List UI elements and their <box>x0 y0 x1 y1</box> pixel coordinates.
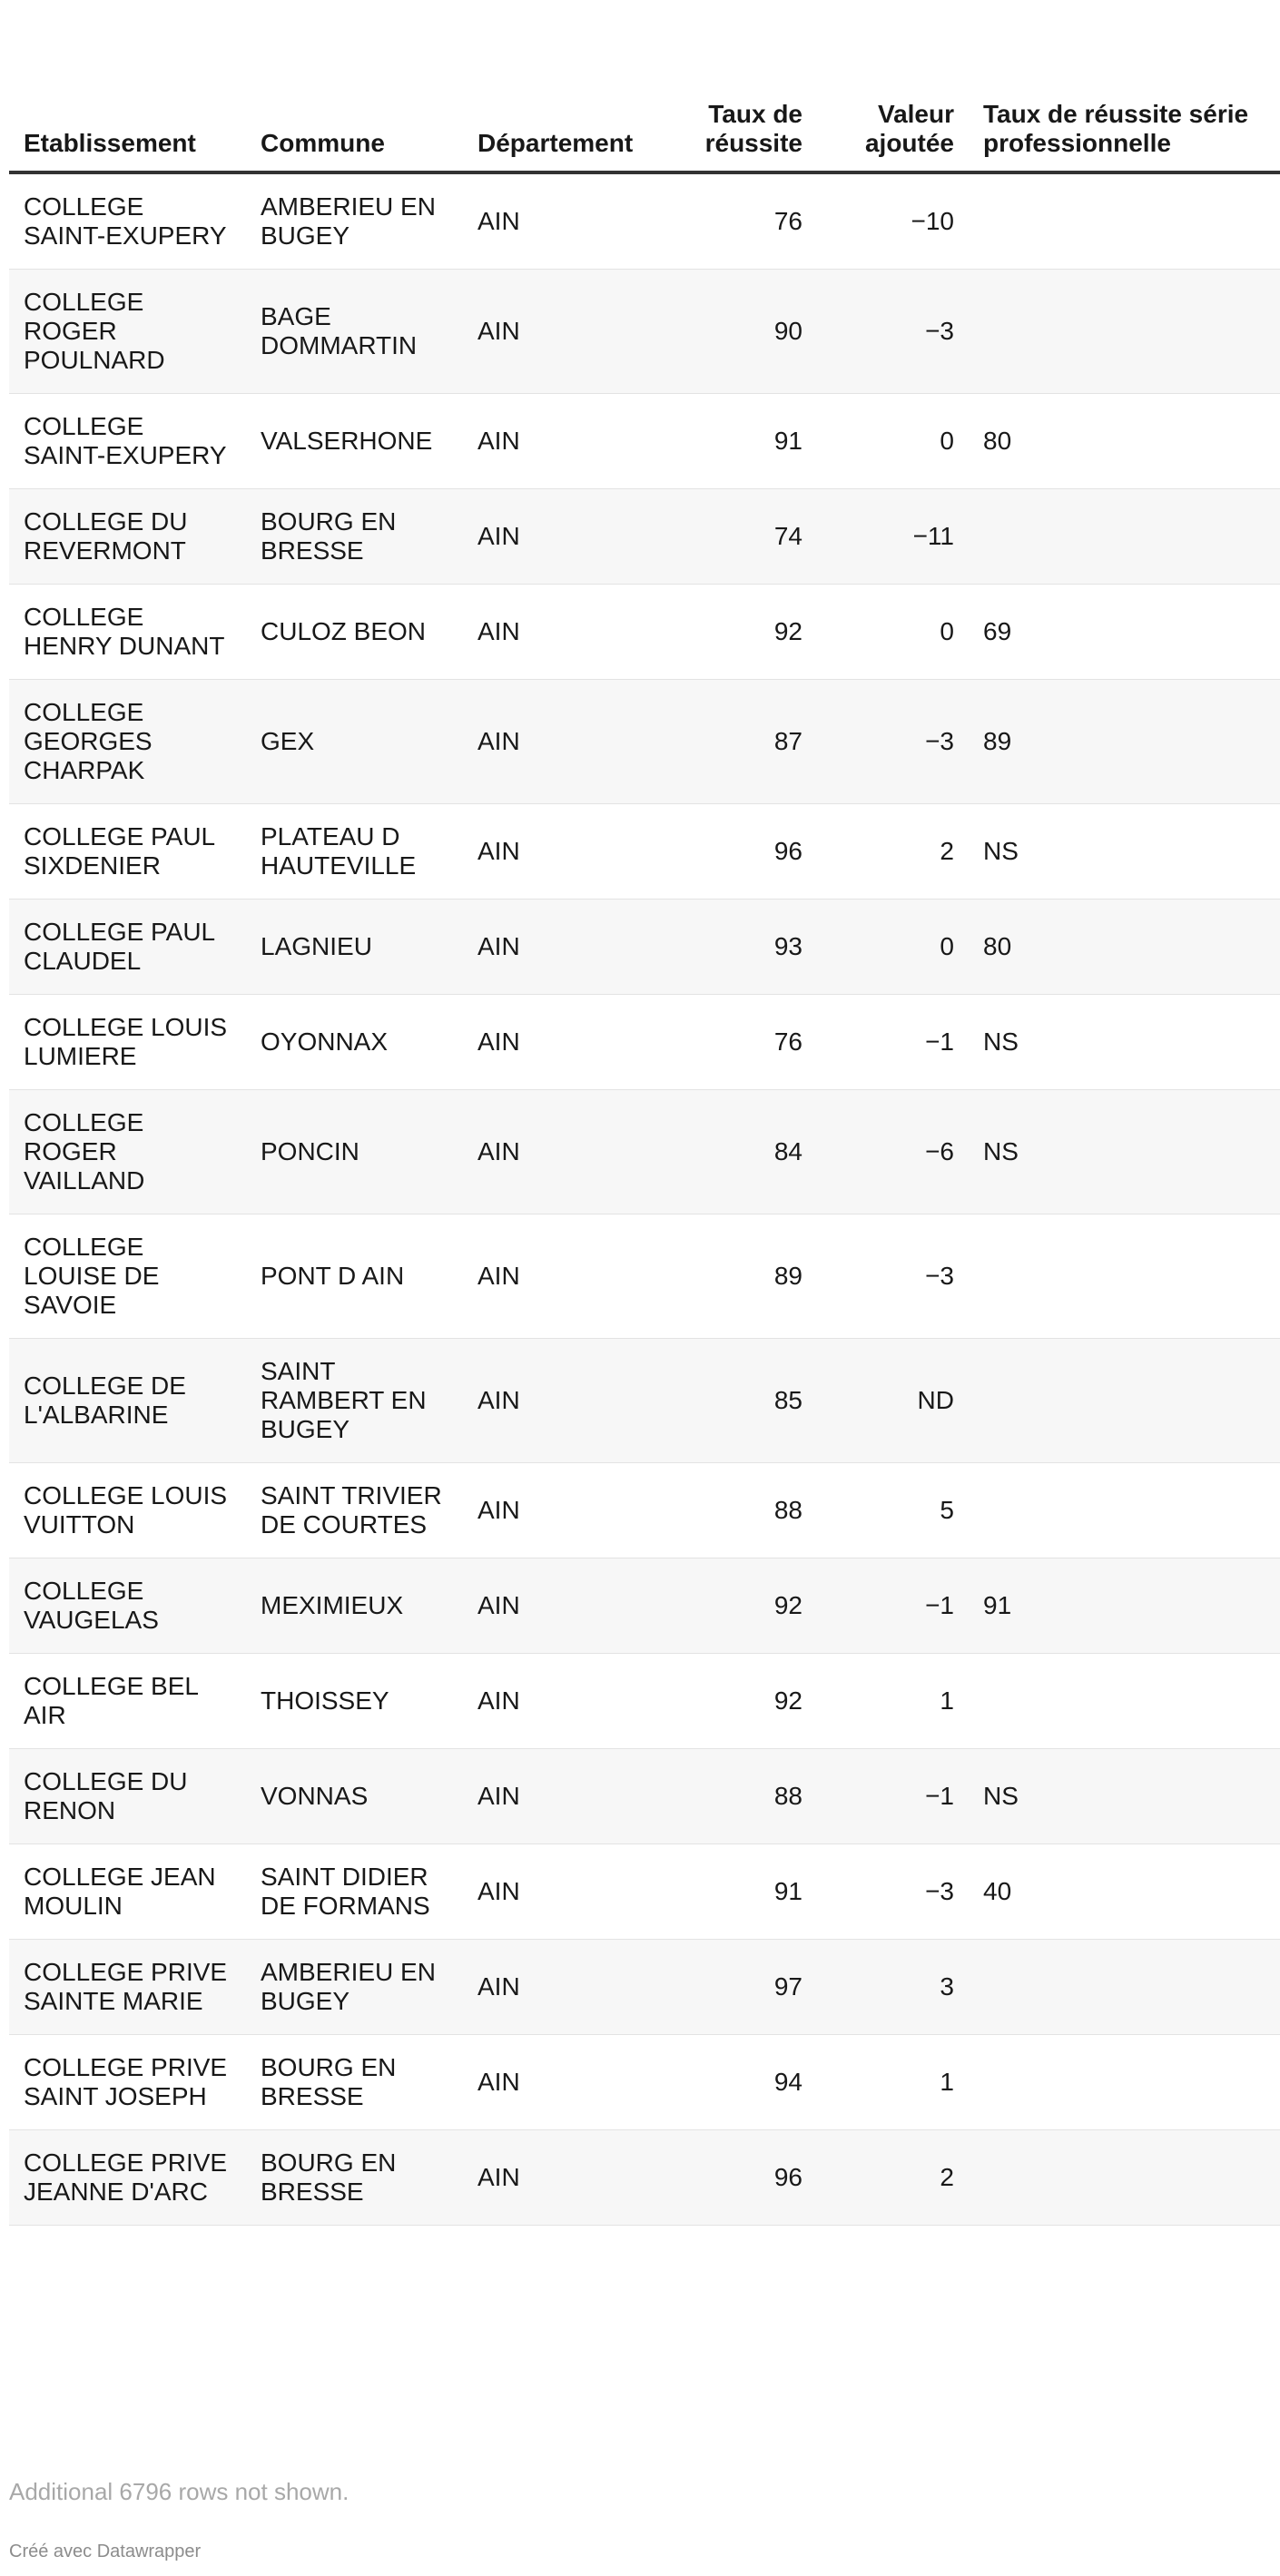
cell-taux-pro <box>969 270 1280 394</box>
cell-valeur-ajoutee: 1 <box>817 1654 969 1749</box>
cell-departement: AIN <box>463 585 673 680</box>
cell-valeur-ajoutee: −3 <box>817 270 969 394</box>
table-row <box>9 900 1280 995</box>
cell-departement: AIN <box>463 2130 673 2226</box>
cell-taux-pro: 80 <box>969 394 1280 489</box>
cell-taux-reussite: 94 <box>673 2035 817 2130</box>
cell-valeur-ajoutee: 2 <box>817 2130 969 2226</box>
cell-etablissement: COLLEGE PAUL CLAUDEL <box>9 900 246 995</box>
cell-taux-reussite: 74 <box>673 489 817 585</box>
cell-commune: BAGE DOMMARTIN <box>246 270 463 394</box>
cell-etablissement: COLLEGE SAINT-EXUPERY <box>9 172 246 270</box>
cell-valeur-ajoutee: −6 <box>817 1090 969 1214</box>
cell-taux-reussite: 92 <box>673 585 817 680</box>
cell-taux-reussite: 76 <box>673 172 817 270</box>
cell-commune: CULOZ BEON <box>246 585 463 680</box>
cell-taux-reussite: 91 <box>673 1844 817 1940</box>
cell-departement: AIN <box>463 804 673 900</box>
column-header-etablissement[interactable]: Etablissement <box>9 0 246 172</box>
cell-taux-reussite: 88 <box>673 1463 817 1558</box>
cell-departement: AIN <box>463 489 673 585</box>
cell-departement: AIN <box>463 1339 673 1463</box>
results-table <box>9 0 1280 2226</box>
cell-departement: AIN <box>463 2035 673 2130</box>
cell-taux-pro: NS <box>969 995 1280 1090</box>
cell-commune: LAGNIEU <box>246 900 463 995</box>
table-row <box>9 1090 1280 1214</box>
cell-etablissement: COLLEGE PRIVE SAINT JOSEPH <box>9 2035 246 2130</box>
table-row <box>9 995 1280 1090</box>
cell-taux-pro: 40 <box>969 1844 1280 1940</box>
table-row <box>9 1463 1280 1558</box>
cell-etablissement: COLLEGE PRIVE JEANNE D'ARC <box>9 2130 246 2226</box>
cell-taux-pro <box>969 1654 1280 1749</box>
cell-taux-pro: 89 <box>969 680 1280 804</box>
cell-valeur-ajoutee: −10 <box>817 172 969 270</box>
cell-valeur-ajoutee: −1 <box>817 1749 969 1844</box>
table-row <box>9 1654 1280 1749</box>
cell-etablissement: COLLEGE PAUL SIXDENIER <box>9 804 246 900</box>
cell-valeur-ajoutee: −1 <box>817 995 969 1090</box>
cell-taux-pro: 80 <box>969 900 1280 995</box>
cell-commune: SAINT TRIVIER DE COURTES <box>246 1463 463 1558</box>
table-row <box>9 172 1280 270</box>
cell-taux-pro <box>969 2035 1280 2130</box>
cell-commune: PONCIN <box>246 1090 463 1214</box>
cell-etablissement: COLLEGE GEORGES CHARPAK <box>9 680 246 804</box>
table-row <box>9 394 1280 489</box>
cell-etablissement: COLLEGE VAUGELAS <box>9 1558 246 1654</box>
table-row <box>9 1214 1280 1339</box>
column-header-departement[interactable]: Département <box>463 0 673 172</box>
cell-valeur-ajoutee: −3 <box>817 680 969 804</box>
cell-taux-pro <box>969 489 1280 585</box>
cell-departement: AIN <box>463 1940 673 2035</box>
cell-departement: AIN <box>463 1558 673 1654</box>
datawrapper-credit[interactable]: Créé avec Datawrapper <box>9 2542 202 2561</box>
cell-taux-pro <box>969 1339 1280 1463</box>
cell-taux-pro <box>969 172 1280 270</box>
cell-taux-reussite: 85 <box>673 1339 817 1463</box>
cell-departement: AIN <box>463 680 673 804</box>
cell-taux-reussite: 88 <box>673 1749 817 1844</box>
cell-etablissement: COLLEGE LOUIS LUMIERE <box>9 995 246 1090</box>
cell-etablissement: COLLEGE DU REVERMONT <box>9 489 246 585</box>
cell-commune: MEXIMIEUX <box>246 1558 463 1654</box>
cell-departement: AIN <box>463 1654 673 1749</box>
cell-commune: BOURG EN BRESSE <box>246 489 463 585</box>
cell-etablissement: COLLEGE LOUISE DE SAVOIE <box>9 1214 246 1339</box>
cell-valeur-ajoutee: −3 <box>817 1214 969 1339</box>
column-header-taux-reussite[interactable]: Taux de réussite <box>673 0 817 172</box>
cell-etablissement: COLLEGE HENRY DUNANT <box>9 585 246 680</box>
cell-etablissement: COLLEGE LOUIS VUITTON <box>9 1463 246 1558</box>
cell-taux-reussite: 97 <box>673 1940 817 2035</box>
cell-commune: PLATEAU D HAUTEVILLE <box>246 804 463 900</box>
cell-departement: AIN <box>463 1749 673 1844</box>
table-row <box>9 2035 1280 2130</box>
cell-etablissement: COLLEGE ROGER VAILLAND <box>9 1090 246 1214</box>
cell-valeur-ajoutee: 0 <box>817 585 969 680</box>
cell-valeur-ajoutee: 2 <box>817 804 969 900</box>
cell-taux-reussite: 96 <box>673 804 817 900</box>
cell-taux-pro <box>969 1214 1280 1339</box>
table-row <box>9 804 1280 900</box>
cell-departement: AIN <box>463 1090 673 1214</box>
cell-valeur-ajoutee: −11 <box>817 489 969 585</box>
column-header-commune[interactable]: Commune <box>246 0 463 172</box>
cell-taux-reussite: 76 <box>673 995 817 1090</box>
cell-departement: AIN <box>463 900 673 995</box>
cell-taux-reussite: 93 <box>673 900 817 995</box>
cell-departement: AIN <box>463 270 673 394</box>
cell-valeur-ajoutee: ND <box>817 1339 969 1463</box>
cell-taux-reussite: 84 <box>673 1090 817 1214</box>
cell-commune: SAINT RAMBERT EN BUGEY <box>246 1339 463 1463</box>
table-row <box>9 1940 1280 2035</box>
cell-taux-pro: NS <box>969 804 1280 900</box>
cell-etablissement: COLLEGE PRIVE SAINTE MARIE <box>9 1940 246 2035</box>
data-table-container <box>9 0 1249 2226</box>
cell-valeur-ajoutee: 1 <box>817 2035 969 2130</box>
cell-departement: AIN <box>463 172 673 270</box>
cell-taux-reussite: 90 <box>673 270 817 394</box>
table-row <box>9 1558 1280 1654</box>
cell-taux-pro: NS <box>969 1749 1280 1844</box>
cell-departement: AIN <box>463 1214 673 1339</box>
cell-commune: BOURG EN BRESSE <box>246 2035 463 2130</box>
rows-not-shown-note: Additional 6796 rows not shown. <box>9 2478 350 2505</box>
cell-etablissement: COLLEGE JEAN MOULIN <box>9 1844 246 1940</box>
table-row <box>9 1749 1280 1844</box>
cell-commune: THOISSEY <box>246 1654 463 1749</box>
cell-etablissement: COLLEGE SAINT-EXUPERY <box>9 394 246 489</box>
cell-taux-reussite: 92 <box>673 1654 817 1749</box>
cell-valeur-ajoutee: 5 <box>817 1463 969 1558</box>
cell-taux-pro <box>969 1940 1280 2035</box>
cell-commune: AMBERIEU EN BUGEY <box>246 1940 463 2035</box>
cell-commune: VONNAS <box>246 1749 463 1844</box>
cell-commune: PONT D AIN <box>246 1214 463 1339</box>
cell-commune: SAINT DIDIER DE FORMANS <box>246 1844 463 1940</box>
cell-departement: AIN <box>463 995 673 1090</box>
cell-valeur-ajoutee: 0 <box>817 900 969 995</box>
table-row <box>9 1339 1280 1463</box>
table-body <box>9 172 1280 2226</box>
table-row <box>9 270 1280 394</box>
cell-taux-reussite: 87 <box>673 680 817 804</box>
cell-commune: BOURG EN BRESSE <box>246 2130 463 2226</box>
cell-etablissement: COLLEGE BEL AIR <box>9 1654 246 1749</box>
cell-valeur-ajoutee: 3 <box>817 1940 969 2035</box>
cell-valeur-ajoutee: 0 <box>817 394 969 489</box>
cell-commune: GEX <box>246 680 463 804</box>
cell-departement: AIN <box>463 1463 673 1558</box>
table-row <box>9 585 1280 680</box>
cell-departement: AIN <box>463 394 673 489</box>
cell-etablissement: COLLEGE DE L'ALBARINE <box>9 1339 246 1463</box>
table-row <box>9 2130 1280 2226</box>
cell-commune: OYONNAX <box>246 995 463 1090</box>
column-header-taux-pro[interactable]: Taux de réussite série professionnelle <box>969 0 1280 172</box>
table-row <box>9 1844 1280 1940</box>
cell-etablissement: COLLEGE ROGER POULNARD <box>9 270 246 394</box>
cell-departement: AIN <box>463 1844 673 1940</box>
cell-taux-reussite: 96 <box>673 2130 817 2226</box>
cell-taux-pro <box>969 2130 1280 2226</box>
cell-valeur-ajoutee: −3 <box>817 1844 969 1940</box>
cell-commune: VALSERHONE <box>246 394 463 489</box>
column-header-valeur-ajoutee[interactable]: Valeur ajoutée <box>817 0 969 172</box>
table-row <box>9 680 1280 804</box>
cell-taux-reussite: 91 <box>673 394 817 489</box>
cell-taux-reussite: 89 <box>673 1214 817 1339</box>
table-row <box>9 489 1280 585</box>
cell-taux-pro: 91 <box>969 1558 1280 1654</box>
cell-valeur-ajoutee: −1 <box>817 1558 969 1654</box>
table-header <box>9 0 1280 172</box>
cell-taux-pro <box>969 1463 1280 1558</box>
cell-commune: AMBERIEU EN BUGEY <box>246 172 463 270</box>
cell-taux-pro: 69 <box>969 585 1280 680</box>
cell-etablissement: COLLEGE DU RENON <box>9 1749 246 1844</box>
cell-taux-reussite: 92 <box>673 1558 817 1654</box>
cell-taux-pro: NS <box>969 1090 1280 1214</box>
